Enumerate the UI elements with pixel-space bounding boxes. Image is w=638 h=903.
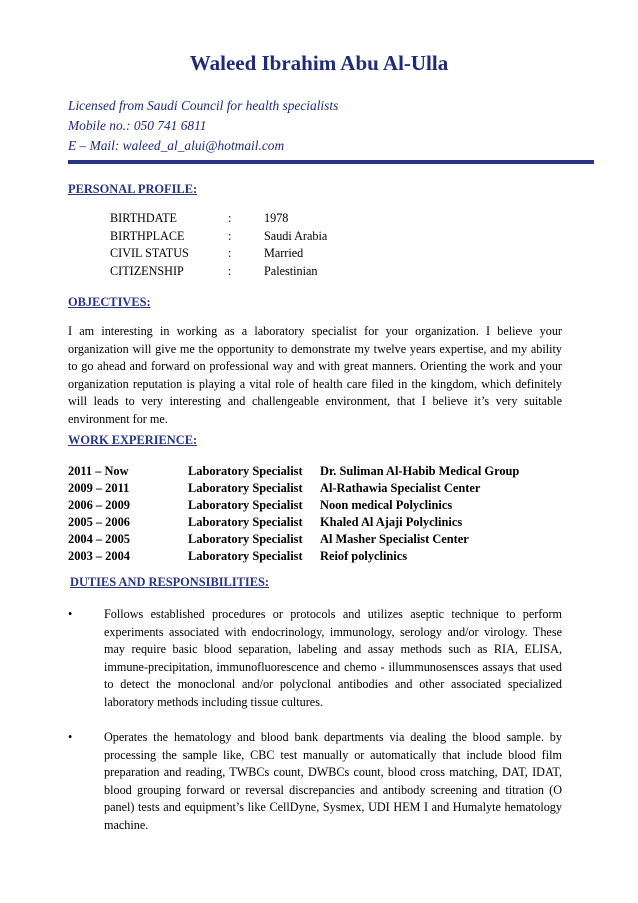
profile-row-citizenship <box>110 263 384 281</box>
job-role: Laboratory Specialist <box>188 481 303 495</box>
objectives-text: I am interesting in working as a laboratory specialist for your organization. I believe your organization will give me the opportunity to demonstrate my twelve years expertise, and my ability to go ahead and forward on professional way and with great manners. Orienting the work and your organization reputation is playing a vital role of health care filed in the kingdom, which definitely will leads to very interesting and challengeable environment, that I believe it’s very suitable environment for me. <box>68 324 562 426</box>
profile-separator: : <box>228 246 232 260</box>
profile-value: Saudi Arabia <box>264 228 328 243</box>
profile-value: Palestinian <box>264 263 318 278</box>
header-divider <box>68 160 594 164</box>
email-line: E – Mail: waleed_al_alui@hotmail.com <box>68 138 285 153</box>
objectives-heading: OBJECTIVES: <box>68 295 151 309</box>
profile-value: 1978 <box>264 211 289 225</box>
personal-profile-heading: PERSONAL PROFILE: <box>68 182 198 196</box>
profile-separator: : <box>228 263 232 278</box>
profile-row-civil-status <box>110 245 384 263</box>
job-row <box>68 497 570 514</box>
profile-label: CITIZENSHIP <box>110 263 184 278</box>
work-experience-heading: WORK EXPERIENCE: <box>68 433 198 447</box>
job-role: Laboratory Specialist <box>188 532 303 546</box>
duties-list <box>68 606 562 852</box>
bullet-icon: • <box>68 607 73 621</box>
duties-heading: DUTIES AND RESPONSIBILITIES: <box>70 575 270 589</box>
job-employer: Dr. Suliman Al-Habib Medical Group <box>320 464 520 478</box>
profile-row-birthplace <box>110 228 384 246</box>
duty-item <box>68 729 562 834</box>
job-row <box>68 548 570 565</box>
license-line: Licensed from Saudi Council for health specialists <box>68 98 339 113</box>
mobile-line: Mobile no.: 050 741 6811 <box>68 118 207 133</box>
job-employer: Al Masher Specialist Center <box>320 532 469 546</box>
job-role: Laboratory Specialist <box>188 515 303 529</box>
job-years: 2003 – 2004 <box>68 549 130 563</box>
personal-profile-table <box>110 210 384 280</box>
job-employer: Noon medical Polyclinics <box>320 498 453 512</box>
job-employer: Khaled Al Ajaji Polyclinics <box>320 515 463 529</box>
job-row <box>68 480 570 497</box>
job-row <box>68 531 570 548</box>
profile-value: Married <box>264 246 304 260</box>
bullet-icon: • <box>68 730 73 744</box>
profile-row-birthdate <box>110 210 384 228</box>
job-role: Laboratory Specialist <box>188 464 303 478</box>
job-years: 2004 – 2005 <box>68 532 130 546</box>
profile-label: BIRTHPLACE <box>110 228 185 243</box>
job-row <box>68 514 570 531</box>
candidate-name: Waleed Ibrahim Abu Al-Ulla <box>189 51 449 75</box>
job-years: 2009 – 2011 <box>68 481 130 495</box>
job-row <box>68 463 570 480</box>
job-role: Laboratory Specialist <box>188 549 303 563</box>
job-employer: Reiof polyclinics <box>320 549 408 563</box>
job-years: 2005 – 2006 <box>68 515 130 529</box>
job-role: Laboratory Specialist <box>188 498 303 512</box>
profile-separator: : <box>228 228 232 243</box>
duty-text: Follows established procedures or protocols and utilizes aseptic technique to perform experiments associated with endocrinology, immunology, serology and/or virology. These may require basic blood separation, labeling and assay methods such as RIA, ELISA, immune-precipitation, immunofluorescence and chemo - illummunosensces assays that used to detect the monoclonal and/or polyclonal antibodies and other associated specialized laboratory methods including tissue cultures. <box>104 607 562 709</box>
job-employer: Al-Rathawia Specialist Center <box>320 481 481 495</box>
job-years: 2006 – 2009 <box>68 498 130 512</box>
job-years: 2011 – Now <box>68 464 129 478</box>
contact-block <box>68 96 338 156</box>
work-experience-list <box>68 463 570 565</box>
profile-label: CIVIL STATUS <box>110 246 189 260</box>
profile-label: BIRTHDATE <box>110 211 177 225</box>
profile-separator: : <box>228 211 232 225</box>
duty-item <box>68 606 562 711</box>
duty-text: Operates the hematology and blood bank departments via dealing the blood sample. by processing the sample like, CBC test manually or automatically that include blood film preparation and reading, TWBCs count, DWBCs count, blood cross matching, DAT, IDAT, blood grouping forward or reversal discrepancies and antibody screening and titration (O panel) tests and equipment’s like CellDyne, Sysmex, UDI HEM I and Humalyte hematology machine. <box>104 730 562 832</box>
